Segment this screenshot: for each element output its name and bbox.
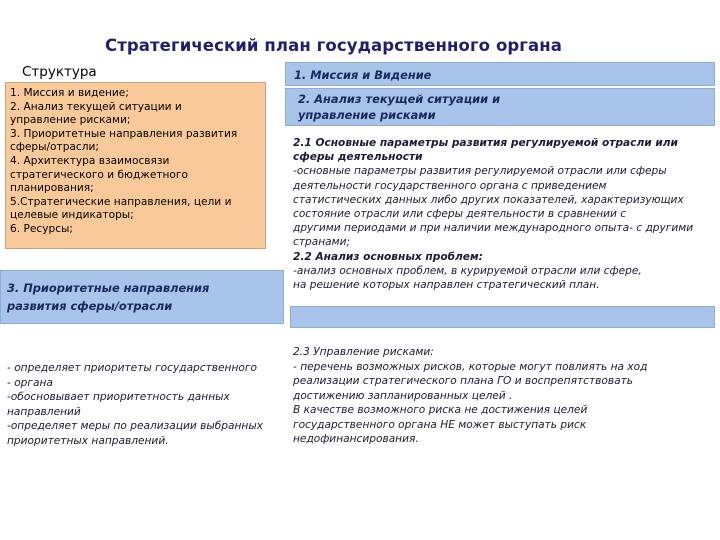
structure-label: Структура: [22, 64, 97, 80]
section-2-2-heading: 2.2 Анализ основных проблем:: [293, 250, 483, 263]
structure-line: 5.Стратегические направления, цели и: [10, 195, 232, 208]
section-2-1: [293, 136, 718, 292]
priority-note-line: -определяет меры по реализации выбранных: [7, 420, 263, 433]
section-2-3-line: - перечень возможных рисков, которые могут повлиять на ход: [293, 360, 648, 373]
section-2-3-line: В качестве возможного риска не достижения целей: [293, 404, 588, 416]
priority-notes: [7, 361, 292, 449]
section-2-3: [293, 345, 718, 447]
section-2-2-line: -анализ основных проблем, в курируемой отрасли или сфере,: [293, 264, 642, 277]
section-2-1-line: деятельности государственного органа с приведением: [293, 179, 607, 192]
structure-list-box: [5, 82, 266, 249]
priority-note-line: - органа: [7, 376, 53, 389]
section-2-1-line: -основные параметры развития регулируемой отрасли или сферы: [293, 165, 667, 178]
priority-note-line: -обосновывает приоритетность данных: [7, 391, 230, 404]
structure-line: стратегического и бюджетного: [10, 168, 188, 181]
structure-line: планирования;: [10, 182, 94, 195]
structure-line: 6. Ресурсы;: [10, 222, 73, 235]
structure-line: целевые индикаторы;: [10, 209, 134, 222]
section-2-3-line: реализации стратегического плана ГО и воспрепятствовать: [293, 375, 634, 387]
section-2-1-line: статистических данных либо других показателей, характеризующих: [293, 193, 684, 206]
structure-line: управление рисками;: [10, 114, 131, 127]
structure-line: 1. Миссия и видение;: [10, 87, 129, 99]
structure-line: сферы/отрасли;: [10, 141, 99, 154]
structure-line: 3. Приоритетные направления развития: [10, 127, 238, 140]
situation-analysis-box: [285, 88, 715, 126]
section-2-1-line: состояние отрасли или сферы деятельности в сравнении с: [293, 208, 627, 221]
section-2-3-heading: 2.3 Управление рисками:: [293, 346, 434, 358]
section-2-3-line: недофинансирования.: [293, 433, 419, 445]
analysis-line: управление рисками: [298, 107, 436, 122]
section-2-1-heading: сферы деятельности: [293, 151, 423, 164]
section-2-1-line: другими периодами и при наличии международного опыта- с другими: [293, 222, 694, 235]
blank-blue-box: [290, 306, 715, 328]
page-title: Стратегический план государственного органа: [105, 36, 562, 55]
section-2-3-line: государственного органа НЕ может выступать риск: [293, 418, 587, 431]
priority-note-line: - определяет приоритеты государственного: [7, 362, 257, 374]
structure-line: 4. Архитектура взаимосвязи: [10, 154, 170, 167]
section-2-3-line: достижению запланированных целей .: [293, 389, 513, 402]
section-2-2-line: на решение которых направлен стратегический план.: [293, 279, 600, 292]
section-2-1-heading: 2.1 Основные параметры развития регулируемой отрасли или: [293, 137, 678, 149]
section-2-1-line: странами;: [293, 236, 351, 249]
structure-line: 2. Анализ текущей ситуации и: [10, 100, 182, 113]
priority-line: развития сферы/отрасли: [7, 298, 173, 313]
priority-note-line: приоритетных направлений.: [7, 434, 169, 447]
analysis-line: 2. Анализ текущей ситуации и: [298, 92, 501, 106]
mission-vision-box: 1. Миссия и Видение: [285, 62, 715, 86]
priority-line: 3. Приоритетные направления: [7, 281, 210, 295]
priority-note-line: направлений: [7, 405, 81, 418]
priority-directions-box: [0, 270, 284, 324]
